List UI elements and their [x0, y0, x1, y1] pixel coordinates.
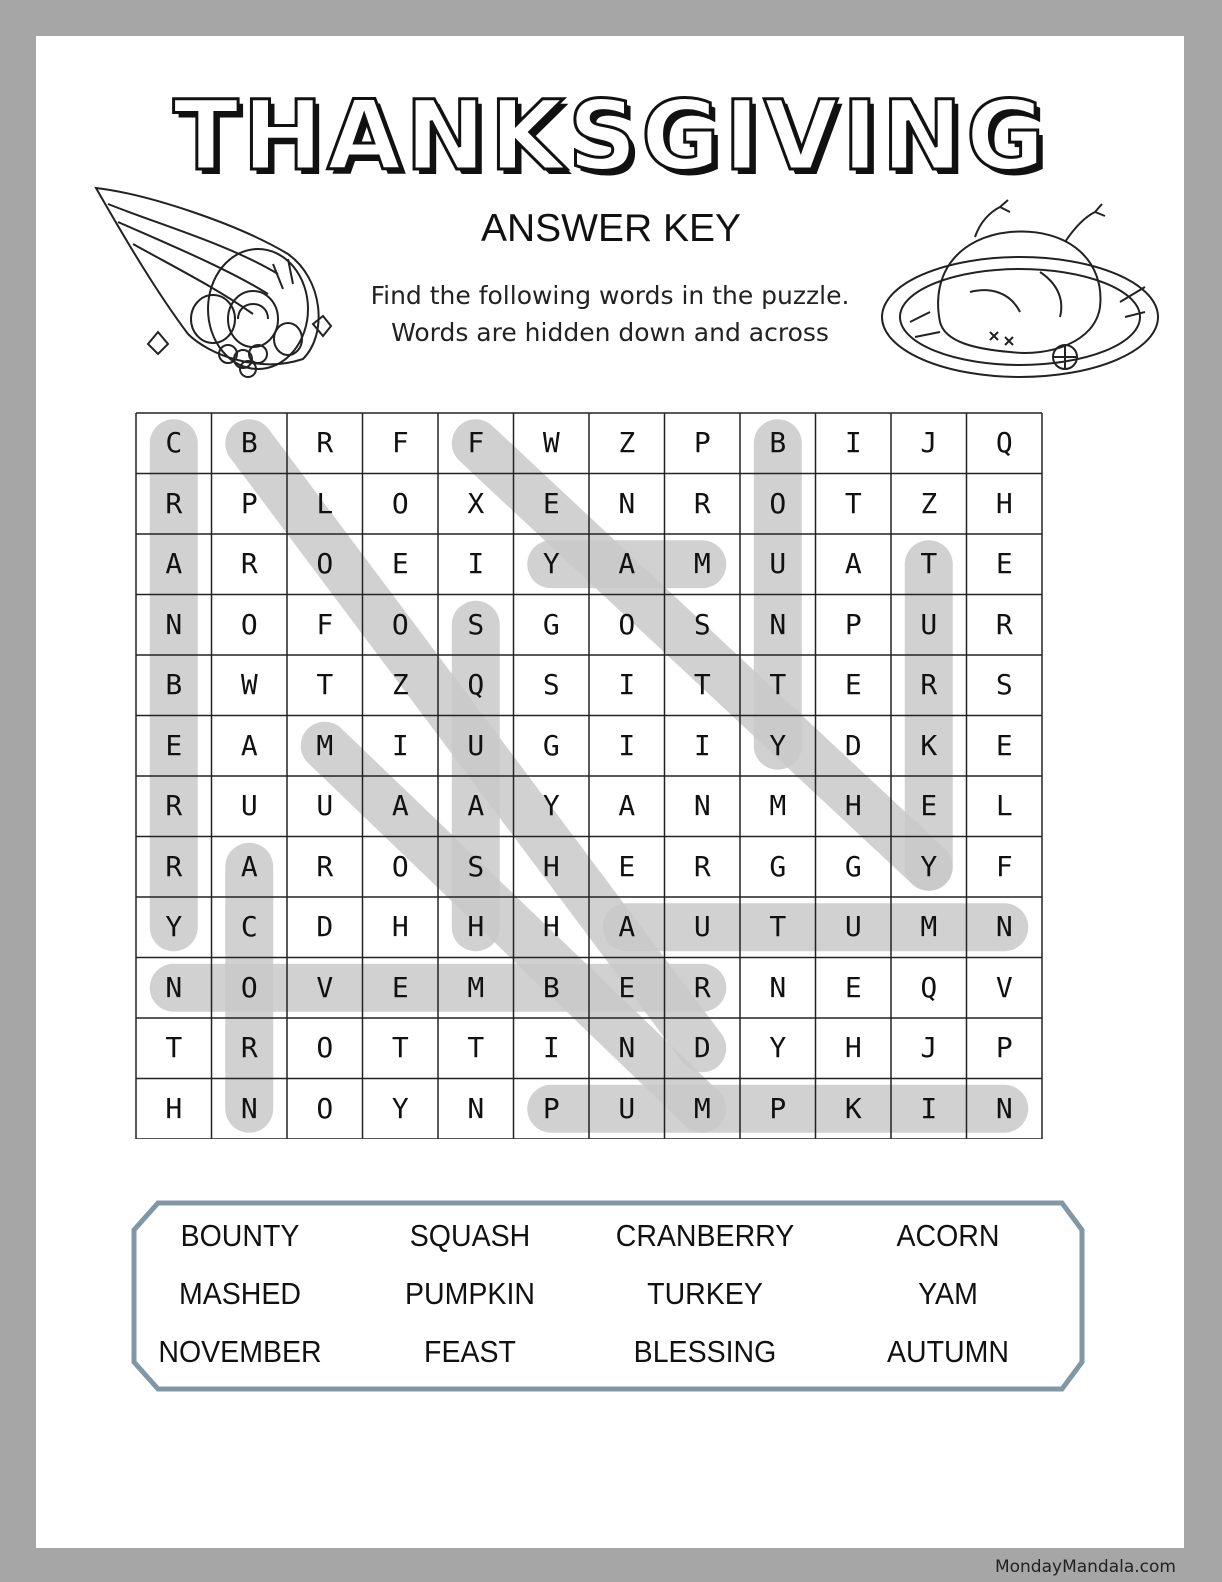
grid-cell: P [542, 1091, 560, 1125]
grid-cell: C [240, 910, 258, 943]
grid-cell: I [391, 728, 409, 762]
grid-cell: M [693, 547, 711, 580]
word-list-item: AUTUMN [886, 1334, 1009, 1369]
grid-cell: O [769, 486, 787, 520]
grid-cell: R [165, 849, 183, 883]
grid-cell: O [240, 970, 258, 1004]
grid-cell: Y [769, 728, 787, 762]
grid-cell: E [844, 668, 862, 701]
grid-cell: T [844, 486, 862, 520]
grid-cell: A [618, 789, 636, 822]
grid-cell: E [618, 849, 636, 883]
grid-cell: Z [920, 486, 938, 520]
grid-cell: R [693, 970, 711, 1004]
grid-cell: Y [920, 849, 938, 883]
grid-cell: G [844, 849, 862, 883]
grid-cell: N [618, 486, 636, 520]
grid-cell: R [165, 486, 183, 520]
grid-cell: T [316, 668, 334, 701]
grid-cell: H [542, 849, 560, 883]
grid-cell: E [844, 970, 862, 1004]
grid-cell: N [769, 970, 787, 1004]
grid-cell: H [995, 486, 1013, 520]
grid-cell: K [920, 728, 938, 762]
grid-cell: Z [391, 668, 409, 701]
grid-cell: U [920, 607, 938, 641]
grid-cell: O [240, 607, 258, 641]
grid-cell: H [844, 1031, 862, 1064]
grid-cell: A [844, 547, 862, 580]
grid-cell: R [920, 668, 938, 701]
grid-cell: Q [995, 426, 1013, 459]
word-list-item: MASHED [178, 1276, 302, 1311]
grid-cell: E [995, 547, 1013, 580]
grid-cell: U [844, 910, 862, 943]
grid-cell: T [920, 547, 938, 580]
grid-cell: V [995, 970, 1013, 1004]
grid-cell: L [995, 789, 1013, 822]
grid-cell: S [542, 668, 560, 701]
grid-cell: T [467, 1031, 485, 1064]
grid-cell: O [316, 1031, 334, 1064]
grid-cell: T [769, 668, 787, 701]
grid-cell: F [316, 607, 334, 641]
grid-cell: D [844, 728, 862, 762]
grid-cell: Y [542, 789, 560, 822]
grid-cell: N [240, 1091, 258, 1125]
grid-cell: U [467, 728, 485, 762]
grid-cell: E [391, 547, 409, 580]
grid-cell: Y [165, 910, 183, 943]
grid-cell: A [391, 789, 409, 822]
grid-cell: F [467, 426, 485, 459]
grid-cell: W [542, 426, 560, 459]
grid-cell: E [995, 728, 1013, 762]
grid-cell: B [769, 426, 787, 459]
grid-cell: A [618, 547, 636, 580]
grid-cell: Y [391, 1091, 409, 1125]
grid-cell: S [467, 849, 485, 883]
grid-cell: S [995, 668, 1013, 701]
grid-cell: D [693, 1031, 711, 1064]
grid-cell: E [920, 789, 938, 822]
grid-cell: E [391, 970, 409, 1004]
grid-cell: V [316, 970, 334, 1004]
grid-cell: P [995, 1031, 1013, 1064]
grid-cell: H [391, 910, 409, 943]
grid-cell: U [618, 1091, 636, 1125]
grid-cell: R [316, 849, 334, 883]
grid-cell: N [693, 789, 711, 822]
grid-cell: U [240, 789, 258, 822]
grid-cell: R [240, 547, 258, 580]
grid-cell: M [693, 1091, 711, 1125]
grid-cell: I [920, 1091, 938, 1125]
grid-cell: U [769, 547, 787, 580]
grid-cell: T [391, 1031, 409, 1064]
grid-cell: J [920, 1031, 938, 1064]
grid-cell: M [316, 728, 334, 762]
grid-cell: F [995, 849, 1013, 883]
grid-cell: H [165, 1091, 183, 1125]
grid-cell: R [995, 607, 1013, 641]
word-list-item: ACORN [896, 1218, 1000, 1253]
roast-turkey-illustration [880, 192, 1170, 392]
grid-cell: O [391, 607, 409, 641]
site-credit: MondayMandala.com [994, 1557, 1176, 1577]
grid-cell: S [693, 607, 711, 641]
grid-cell: R [693, 849, 711, 883]
page-title: THANKSGIVING [173, 80, 1049, 192]
grid-cell: J [920, 426, 938, 459]
grid-cell: T [693, 668, 711, 701]
grid-cell: I [618, 668, 636, 701]
grid-cell: M [920, 910, 938, 943]
grid-cell: Y [769, 1031, 787, 1064]
grid-cell: Z [618, 426, 636, 459]
grid-cell: H [467, 910, 485, 943]
grid-cell: E [618, 970, 636, 1004]
grid-cell: W [240, 668, 258, 701]
word-list-item: SQUASH [409, 1218, 531, 1253]
grid-cell: Q [920, 970, 938, 1004]
grid-cell: A [165, 547, 183, 580]
grid-cell: R [240, 1031, 258, 1064]
grid-cell: P [240, 486, 258, 520]
word-list-item: CRANBERRY [615, 1218, 795, 1253]
word-list-box [130, 1200, 1090, 1392]
grid-cell: O [618, 607, 636, 641]
word-list-item: FEAST [424, 1334, 516, 1369]
grid-cell: Q [467, 668, 485, 701]
grid-cell: N [618, 1031, 636, 1064]
grid-cell: E [542, 486, 560, 520]
grid-cell: A [240, 728, 258, 762]
grid-cell: G [542, 607, 560, 641]
grid-cell: O [391, 486, 409, 520]
grid-cell: I [693, 728, 711, 762]
grid-cell: U [316, 789, 334, 822]
cornucopia-illustration [88, 184, 338, 384]
grid-cell: G [542, 728, 560, 762]
grid-cell: R [165, 789, 183, 822]
grid-cell: O [391, 849, 409, 883]
grid-cell: A [618, 910, 636, 943]
grid-cell: T [165, 1031, 183, 1064]
grid-cell: B [165, 668, 183, 701]
grid-cell: P [693, 426, 711, 459]
grid-cell: M [769, 789, 787, 822]
word-search-grid [135, 412, 1043, 1139]
grid-cell: G [769, 849, 787, 883]
grid-cell: U [693, 910, 711, 943]
grid-cell: T [769, 910, 787, 943]
grid-cell: R [316, 426, 334, 459]
answer-key-subtitle: ANSWER KEY [480, 207, 742, 250]
grid-cell: N [769, 607, 787, 641]
grid-cell: N [165, 607, 183, 641]
grid-cell: A [467, 789, 485, 822]
word-list-item: BLESSING [633, 1334, 777, 1369]
instruction-line-1: Find the following words in the puzzle. [370, 281, 850, 310]
word-list-item: TURKEY [647, 1276, 763, 1311]
word-list-item: NOVEMBER [158, 1334, 322, 1369]
grid-cell: I [542, 1031, 560, 1064]
grid-cell: L [316, 486, 334, 520]
grid-cell: P [844, 607, 862, 641]
grid-cell: N [995, 910, 1013, 943]
grid-cell: E [165, 728, 183, 762]
word-list-item: PUMPKIN [405, 1276, 535, 1311]
grid-cell: S [467, 607, 485, 641]
word-list-item: BOUNTY [180, 1218, 300, 1253]
grid-cell: F [391, 426, 409, 459]
grid-cell: I [844, 426, 862, 459]
grid-cell: O [316, 547, 334, 580]
grid-cell: R [693, 486, 711, 520]
grid-cell: K [844, 1091, 862, 1125]
grid-cell: B [542, 970, 560, 1004]
grid-cell: H [542, 910, 560, 943]
grid-cell: P [769, 1091, 787, 1125]
grid-cell: M [467, 970, 485, 1004]
grid-cell: O [316, 1091, 334, 1125]
grid-cell: A [240, 849, 258, 883]
grid-cell: N [165, 970, 183, 1004]
grid-cell: I [467, 547, 485, 580]
grid-cell: X [467, 486, 485, 520]
grid-cell: C [165, 426, 183, 459]
grid-cell: Y [542, 547, 560, 580]
grid-cell: B [240, 426, 258, 459]
grid-cell: D [316, 910, 334, 943]
grid-cell: N [995, 1091, 1013, 1125]
grid-cell: H [844, 789, 862, 822]
grid-cell: I [618, 728, 636, 762]
grid-cell: N [467, 1091, 485, 1125]
word-list-item: YAM [918, 1276, 978, 1311]
instruction-line-2: Words are hidden down and across [391, 318, 829, 347]
